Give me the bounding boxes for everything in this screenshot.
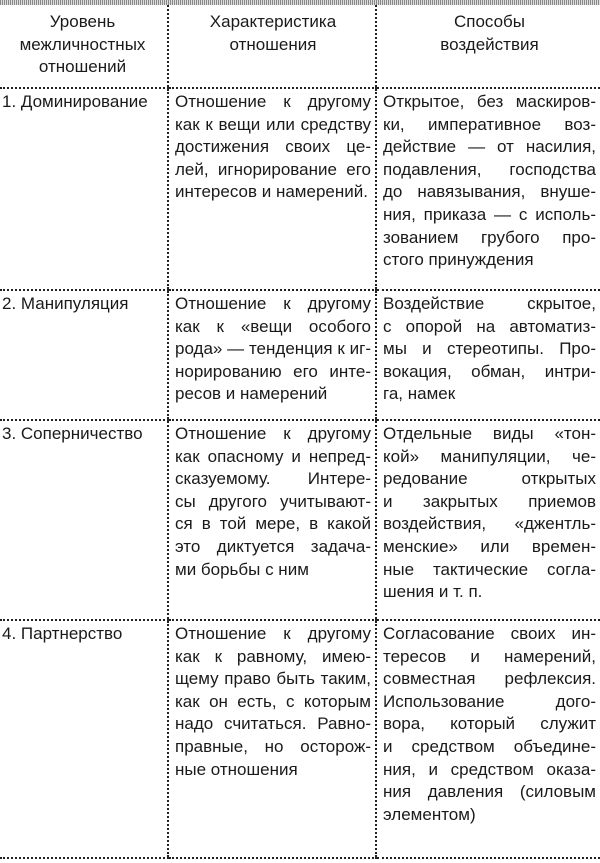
text-line: ся в той мере, в какой xyxy=(175,514,371,534)
text-line: как к «вещи особого xyxy=(175,316,371,336)
level-cell: 1. Доминирование xyxy=(0,88,168,290)
text-line: совместная рефлексия. xyxy=(383,669,596,689)
text-line: зованием грубого про- xyxy=(383,227,596,247)
text-line: как опасному и непред- xyxy=(175,446,371,466)
text-line: ки, императивное воз- xyxy=(383,114,596,134)
text-line: стого принуждения xyxy=(383,250,534,270)
text-line: ные отношения xyxy=(175,759,298,779)
text-line: Отношение к другому xyxy=(175,624,371,643)
text-line: менские» или времен- xyxy=(383,536,596,556)
text-line: как к вещи или средству xyxy=(175,114,371,134)
text-line: это диктуется задача- xyxy=(175,536,371,556)
characteristic-cell xyxy=(168,88,376,290)
text-line: Воздействие скрытое, xyxy=(383,294,596,313)
table-row xyxy=(0,290,600,420)
text-line: достижения своих це- xyxy=(175,137,371,157)
text-line: вокация, обман, интри- xyxy=(383,361,596,381)
text-line: ные тактические согла- xyxy=(383,559,596,579)
text-line: и средством объедине- xyxy=(383,736,596,756)
text-line: ния, приказа — с исполь- xyxy=(383,204,596,224)
characteristic-cell xyxy=(168,620,376,858)
table-row xyxy=(0,620,600,858)
text-line: вора, который служит xyxy=(383,714,596,734)
text-line: кой» манипуляции, че- xyxy=(383,446,596,466)
text-line: лей, игнорирование его xyxy=(175,159,371,179)
text-line: Открытое, без маскиров- xyxy=(383,92,596,111)
text-line: как к равному, имею- xyxy=(175,646,371,666)
text-line: тересов и намерений, xyxy=(383,646,596,666)
text-line: рода» — тенденция к иг- xyxy=(175,339,371,359)
text-line: ния, и средством оказа- xyxy=(383,759,596,779)
header-level: Уровень межличностных отношений xyxy=(0,5,168,88)
text-line: Отношение к другому xyxy=(175,424,371,443)
text-line: до навязывания, внуше- xyxy=(383,182,596,202)
text-line: Согласование своих ин- xyxy=(383,624,596,643)
text-line: правные, но осторож- xyxy=(175,736,371,756)
text-line: ресов и намерений xyxy=(175,384,328,404)
table-row xyxy=(0,420,600,620)
text-line: Использование дого- xyxy=(383,691,596,711)
text-line: мы и стереотипы. Про- xyxy=(383,339,596,359)
text-line: Отношение к другому xyxy=(175,294,371,313)
text-line: норированию его инте- xyxy=(175,361,371,381)
characteristic-cell xyxy=(168,290,376,420)
text-line: действие — от насилия, xyxy=(383,137,596,157)
text-line: подавления, господства xyxy=(383,159,596,179)
header-characteristic: Характеристика отношения xyxy=(168,5,376,88)
table-row xyxy=(0,88,600,290)
methods-cell xyxy=(376,620,600,858)
methods-cell xyxy=(376,290,600,420)
text-line: га, намек xyxy=(383,384,456,404)
level-cell: 3. Соперничество xyxy=(0,420,168,620)
text-line: Отношение к другому xyxy=(175,92,371,111)
methods-cell xyxy=(376,88,600,290)
text-line: элементом) xyxy=(383,804,476,824)
text-line: и закрытых приемов xyxy=(383,491,596,511)
characteristic-cell xyxy=(168,420,376,620)
methods-cell xyxy=(376,420,600,620)
header-methods: Способы воздействия xyxy=(376,5,600,88)
text-line: интересов и намерений. xyxy=(175,182,368,202)
relations-table xyxy=(0,5,600,859)
text-line: воздействия, «джентль- xyxy=(383,514,596,534)
text-line: редование открытых xyxy=(383,469,596,489)
text-line: Отдельные виды «тон- xyxy=(383,424,596,443)
text-line: как он есть, с которым xyxy=(175,691,371,711)
level-cell: 2. Манипуляция xyxy=(0,290,168,420)
text-line: сказуемому. Интере- xyxy=(175,469,371,489)
text-line: надо считаться. Равно- xyxy=(175,714,371,734)
table-header-row xyxy=(0,5,600,88)
text-line: ния давления (силовым xyxy=(383,782,596,802)
level-cell: 4. Партнерство xyxy=(0,620,168,858)
text-line: сы другого учитывают- xyxy=(175,491,371,511)
text-line: ми борьбы с ним xyxy=(175,559,309,579)
text-line: с опорой на автоматиз- xyxy=(383,316,596,336)
text-line: шения и т. п. xyxy=(383,582,483,602)
text-line: щему право быть таким, xyxy=(175,669,371,689)
